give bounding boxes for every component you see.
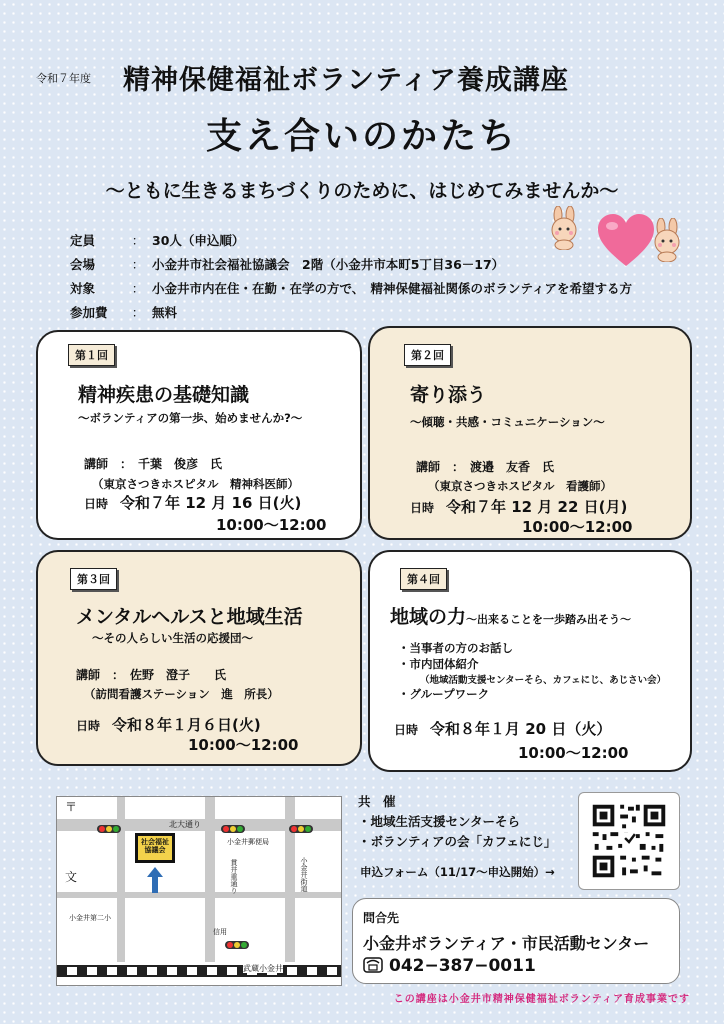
school-symbol: 文 <box>65 870 78 884</box>
session-title <box>390 602 631 629</box>
traffic-light-icon <box>225 941 249 949</box>
session-title: 精神疾患の基礎知識 <box>78 384 250 406</box>
session-time: 10:00〜12:00 <box>188 736 299 754</box>
session-title: メンタルヘルスと地域生活 <box>76 606 303 628</box>
date-value: 令和８年１月６日(火) <box>112 716 261 734</box>
date-value: 令和８年１月 20 日（火） <box>430 720 612 738</box>
session-bullet-note: （地域活動支援センターそら、カフェにじ、あじさい会） <box>420 675 667 686</box>
session-badge: 第１回 <box>68 344 115 366</box>
date-label: 日時 <box>410 501 435 515</box>
map-street-vertical-2: 小金井街道 <box>300 857 308 892</box>
session-affiliation: （訪問看護ステーション 進 所長） <box>84 687 279 701</box>
info-value: 30人（申込順） <box>152 233 245 248</box>
contact-tel[interactable]: 042−387−0011 <box>389 956 536 976</box>
info-label: 会場 <box>70 257 96 272</box>
footer-note: この講座は小金井市精神保健福祉ボランティア育成事業です <box>393 994 690 1005</box>
session-date <box>76 714 261 735</box>
session-affiliation: （東京さつきホスピタル 精神科医師） <box>92 477 299 491</box>
traffic-light-icon <box>221 825 245 833</box>
session-bullet: ・グループワーク <box>398 687 490 701</box>
session-subtitle: 〜その人らしい生活の応援団〜 <box>92 631 253 645</box>
map-school: 小金井第二小 <box>69 914 111 922</box>
railway <box>57 965 342 977</box>
info-value: 小金井市内在住・在勤・在学の方で、 精神保健福祉関係のボランティアを希望する方 <box>152 281 633 296</box>
cosponsor-item: ・地域生活支援センターそら <box>358 814 521 829</box>
session-card-1 <box>36 330 362 540</box>
session-card-3 <box>36 550 362 766</box>
traffic-light-icon <box>289 825 313 833</box>
session-lecturer: 講師 ： 千葉 俊彦 氏 <box>84 457 223 471</box>
map-shop: 信用 <box>213 928 227 936</box>
post-office-symbol: 〒 <box>65 800 78 814</box>
map-street-north: 北大通り <box>169 820 201 829</box>
info-sep: ： <box>131 257 145 272</box>
session-affiliation: （東京さつきホスピタル 看護師） <box>428 479 612 493</box>
session-card-2 <box>368 326 692 540</box>
session-date <box>394 718 611 739</box>
session-badge: 第４回 <box>400 568 447 590</box>
access-map <box>56 796 342 986</box>
road <box>285 797 295 962</box>
heart-icon <box>596 212 656 268</box>
cosponsor-item: ・ボランティアの会「カフェにじ」 <box>358 834 557 849</box>
road <box>57 892 342 898</box>
info-row-venue <box>70 252 632 276</box>
info-sep: ： <box>131 305 145 320</box>
phone-icon <box>363 957 383 973</box>
info-sep: ： <box>131 233 145 248</box>
session-badge: 第２回 <box>404 344 451 366</box>
tagline: 〜ともに生きるまちづくりのために、はじめてみませんか〜 <box>105 180 619 202</box>
date-label: 日時 <box>84 497 109 511</box>
contact-heading: 問合先 <box>363 911 400 925</box>
session-title-main: 地域の力 <box>390 606 467 628</box>
session-bullet: ・当事者の方のお話し <box>398 641 513 655</box>
info-row-target <box>70 276 632 300</box>
map-post-office: 小金井郵便局 <box>227 838 269 846</box>
info-label: 対象 <box>70 281 96 296</box>
rabbit-icon <box>545 206 583 250</box>
fiscal-year: 令和７年度 <box>36 72 91 85</box>
info-sep: ： <box>131 281 145 296</box>
session-badge: 第３回 <box>70 568 117 590</box>
session-date <box>84 492 301 513</box>
road <box>205 797 215 962</box>
session-subtitle: 〜傾聴・共感・コミュニケーション〜 <box>410 415 605 429</box>
session-title-sub: 〜出来ることを一歩踏み出そう〜 <box>466 613 632 626</box>
course-title: 精神保健福祉ボランティア養成講座 <box>123 65 569 96</box>
cosponsors-heading: 共 催 <box>358 794 396 809</box>
cosponsors <box>358 792 556 852</box>
map-venue: 社会福祉協議会 <box>135 833 175 863</box>
info-label: 定員 <box>70 233 96 248</box>
road <box>117 797 125 962</box>
session-date <box>410 496 627 517</box>
contact-box <box>352 898 680 984</box>
info-label: 参加費 <box>70 305 108 320</box>
session-bullet: ・市内団体紹介 <box>398 657 479 671</box>
session-time: 10:00〜12:00 <box>518 744 629 762</box>
contact-org: 小金井ボランティア・市民活動センター <box>363 934 650 953</box>
info-value: 小金井市社会福祉協議会 2階（小金井市本町5丁目36－17） <box>152 257 505 272</box>
date-label: 日時 <box>76 719 101 733</box>
info-value: 無料 <box>152 305 178 320</box>
course-subtitle: 支え合いのかたち <box>205 116 518 157</box>
session-lecturer: 講師 ： 佐野 澄子 氏 <box>76 668 227 682</box>
contact-tel-row <box>363 956 536 976</box>
session-card-4 <box>368 550 692 772</box>
session-time: 10:00〜12:00 <box>216 516 327 534</box>
traffic-light-icon <box>97 825 121 833</box>
map-station: 武蔵小金井 <box>243 964 283 973</box>
session-lecturer: 講師 ： 渡邉 友香 氏 <box>416 460 555 474</box>
session-subtitle: 〜ボランティアの第一歩、始めませんか?〜 <box>78 411 303 425</box>
info-row-fee <box>70 300 632 324</box>
arrow-up-icon <box>147 867 163 893</box>
date-value: 令和７年 12 月 22 日(月) <box>446 498 628 516</box>
session-time: 10:00〜12:00 <box>522 518 633 536</box>
date-value: 令和７年 12 月 16 日(火) <box>120 494 302 512</box>
date-label: 日時 <box>394 723 419 737</box>
rabbit-icon <box>648 218 686 262</box>
qr-code[interactable] <box>578 792 680 890</box>
map-street-vertical-1: 貫井重通り <box>230 859 238 894</box>
application-form-link[interactable]: 申込フォーム（11/17〜申込開始）→ <box>360 865 555 879</box>
session-title: 寄り添う <box>410 384 487 406</box>
